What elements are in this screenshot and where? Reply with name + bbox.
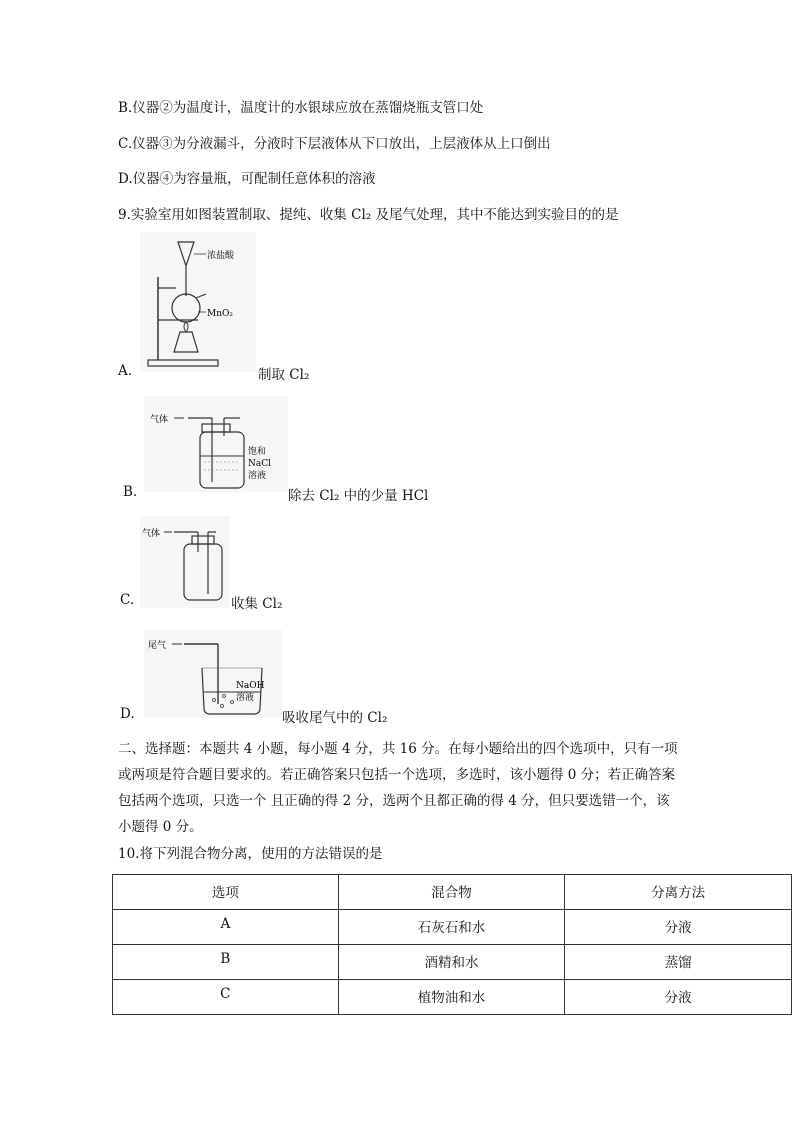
option-c-caption: 收集 Cl₂ [231,596,283,612]
table-row [113,910,792,945]
cell-method: 蒸馏 [565,945,792,980]
figure-b-wash-bottle [144,396,288,492]
header-option: 选项 [113,875,339,910]
figure-d-tail-gas-absorption [144,630,282,718]
cell-option: C [113,980,339,1015]
option-d-caption: 吸收尾气中的 Cl₂ [282,710,388,726]
cell-method: 分液 [565,910,792,945]
label-naoh: NaOH [236,681,265,691]
question-9-stem: 9.实验室用如图装置制取、提纯、收集 Cl₂ 及尾气处理，其中不能达到实验目的的是 [118,207,619,223]
figure-c-gas-collection [140,516,230,608]
separation-methods-table [112,874,792,1015]
cell-option: A [113,910,339,945]
header-method: 分离方法 [565,875,792,910]
label-mno2: MnO₂ [207,309,233,319]
table-row [113,945,792,980]
option-d-letter: D. [120,706,135,722]
label-saturated: 饱和 [248,447,267,457]
option-d-text: D.仪器④为容量瓶，可配制任意体积的溶液 [118,171,376,187]
label-solution: 溶液 [248,471,267,481]
option-b-caption: 除去 Cl₂ 中的少量 HCl [288,488,429,504]
cell-mixture: 石灰石和水 [338,910,565,945]
option-c-text: C.仪器③为分液漏斗，分液时下层液体从下口放出，上层液体从上口倒出 [118,136,551,152]
question-10-stem: 10.将下列混合物分离，使用的方法错误的是 [118,846,383,862]
header-mixture: 混合物 [338,875,565,910]
option-a-letter: A. [118,363,133,379]
collection-bottle-diagram [140,516,230,608]
section-2-instructions: 二、选择题：本题共 4 小题，每小题 4 分，共 16 分。在每小题给出的四个选项中，只有一项或两项是符合题目要求的。若正确答案只包括一个选项，多选时，该小题得 0 分；若正确答案包括两个选项，只选一个 且正确的得 2 分，选两个且都正确的得 4 分，但只要选错一个，该小题得 0 分。 [118,741,678,835]
table-row [113,980,792,1015]
generator-apparatus-diagram [140,232,256,372]
cell-mixture: 酒精和水 [338,945,565,980]
label-nacl: NaCl [248,459,272,469]
label-tail-gas: 尾气 [148,641,167,651]
label-gas: 气体 [150,415,169,425]
absorption-beaker-diagram [144,630,282,718]
cell-mixture: 植物油和水 [338,980,565,1015]
label-gas-c: 气体 [142,529,161,539]
label-hcl: 浓盐酸 [207,251,235,261]
option-c-letter: C. [120,592,135,608]
wash-bottle-diagram [144,396,288,492]
option-b-letter: B. [123,484,138,500]
option-b-text: B.仪器②为温度计，温度计的水银球应放在蒸馏烧瓶支管口处 [118,100,484,116]
table-header-row [113,875,792,910]
figure-a-chlorine-generator [140,232,256,372]
label-solution-d: 溶液 [236,693,255,703]
cell-option: B [113,945,339,980]
cell-method: 分液 [565,980,792,1015]
option-a-caption: 制取 Cl₂ [258,367,310,383]
